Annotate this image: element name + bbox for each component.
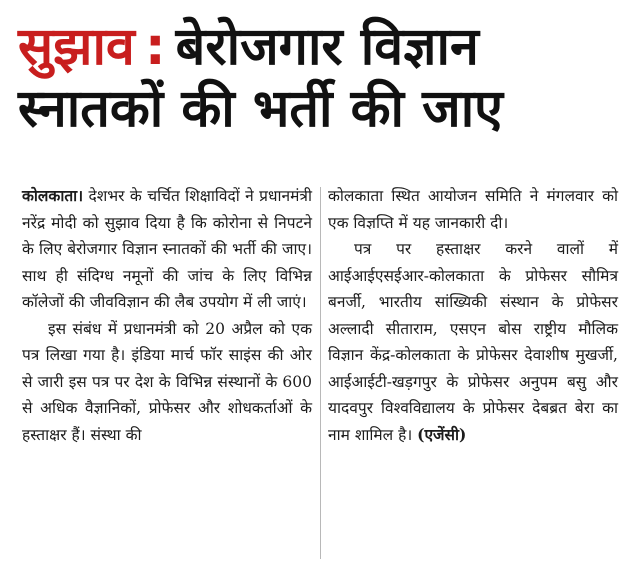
- dateline: कोलकाता।: [22, 187, 84, 205]
- article-paragraph: कोलकाता स्थित आयोजन समिति ने मंगलवार को एक विज्ञप्ति में यह जानकारी दी।: [328, 187, 618, 232]
- paragraph-text: देशभर के चर्चित शिक्षाविदों ने प्रधानमंत्री नरेंद्र मोदी को सुझाव दिया है कि कोरोना से निपटने के लिए बेरोजगार विज्ञान स्नातकों की भर्ती की जाए। साथ ही संदिग्ध नमूनों की जांच के लिए विभिन्न कॉलेजों की जीवविज्ञान की लैब उपयोग में ली जाएं।: [22, 187, 312, 311]
- headline-separator: :: [144, 17, 166, 77]
- headline-line-1: [18, 18, 628, 76]
- headline-line-1-text: बेरोजगार विज्ञान: [175, 17, 479, 77]
- headline-kicker: सुझाव: [18, 17, 135, 77]
- article-body: [22, 183, 620, 563]
- article-paragraph: [328, 236, 618, 448]
- article-column-right: [328, 183, 618, 448]
- column-divider: [320, 187, 321, 559]
- headline-line-2: स्नातकों की भर्ती की जाए: [18, 79, 503, 140]
- article-paragraph: इस संबंध में प्रधानमंत्री को 20 अप्रैल को एक पत्र लिखा गया है। इंडिया मार्च फॉर साइंस की ओर से जारी इस पत्र पर देश के विभिन्न संस्थानों के 600 से अधिक वैज्ञानिकों, प्रोफेसर और शोधकर्ताओं के हस्ताक्षर हैं। संस्था की: [22, 319, 312, 444]
- article-column-left: [22, 183, 312, 448]
- paragraph-text: पत्र पर हस्ताक्षर करने वालों में आईआईएसईआर-कोलकाता के प्रोफेसर सौमित्र बनर्जी, भारतीय सांख्यिकी संस्थान के प्रोफेसर अल्लादी सीताराम, एसएन बोस राष्ट्रीय मौलिक विज्ञान केंद्र-कोलकाता के प्रोफेसर देवाशीष मुखर्जी, आईआईटी-खड़गपुर के प्रोफेसर अनुपम बसु और यादवपुर विश्वविद्यालय के प्रोफेसर देबब्रत बेरा का नाम शामिल है।: [328, 240, 618, 444]
- headline: [18, 18, 628, 138]
- article-paragraph: [22, 183, 312, 316]
- agency-credit: (एजेंसी): [417, 424, 467, 444]
